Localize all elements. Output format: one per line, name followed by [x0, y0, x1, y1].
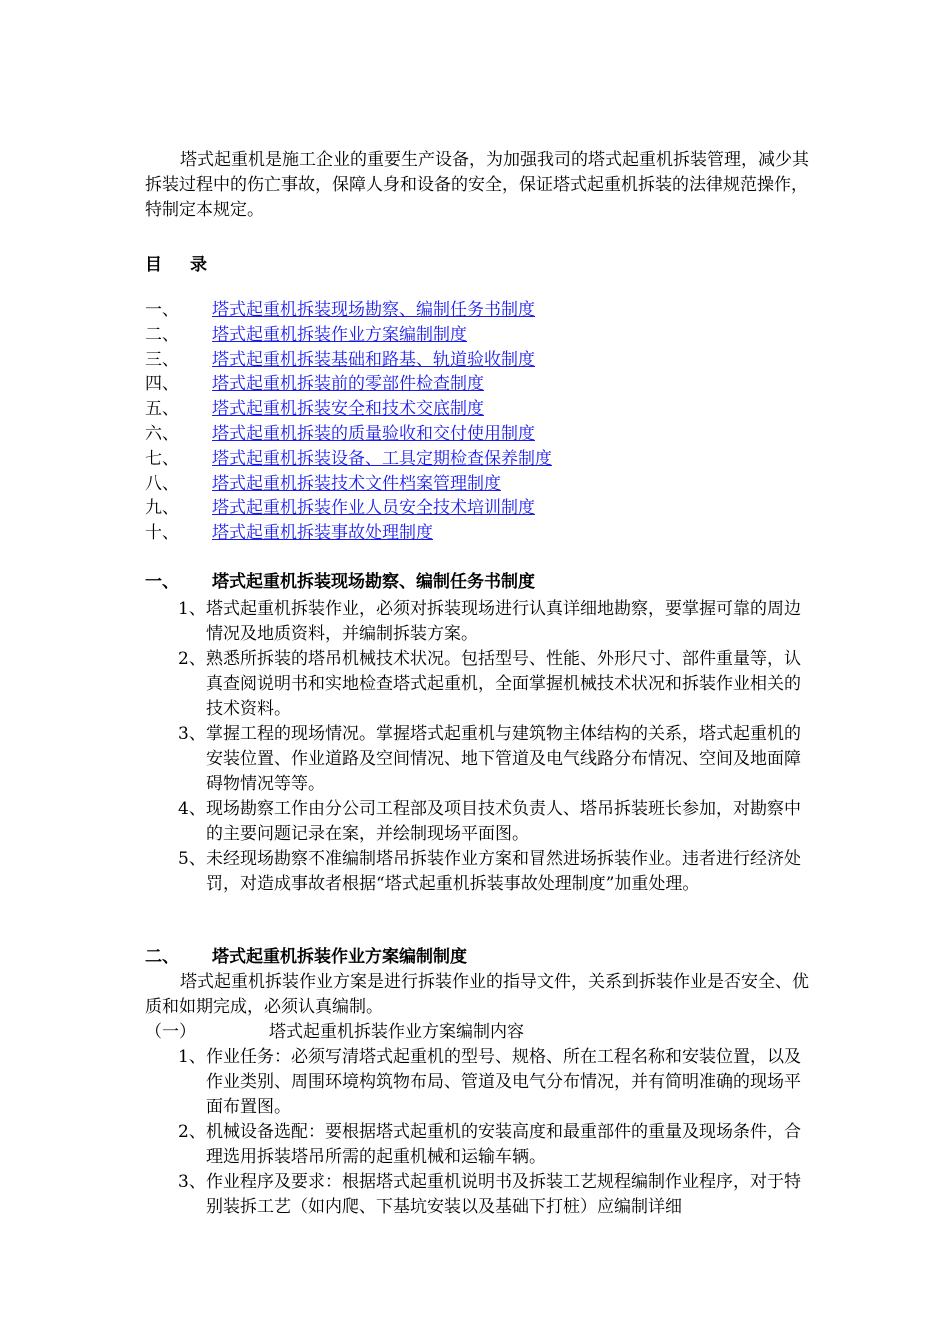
section2-number: 二、 — [145, 947, 179, 967]
section2-intro: 塔式起重机拆装作业方案是进行拆装作业的指导文件，关系到拆装作业是否安全、优质和如期完成，必须认真编制。 — [145, 972, 809, 1017]
toc-item — [145, 348, 552, 373]
list-item-text: 掌握工程的现场情况。掌握塔式起重机与建筑物主体结构的关系，塔式起重机的安装位置、作业道路及空间情况、地下管道及电气线路分布情况、空间及地面障碍物情况等等。 — [206, 724, 801, 794]
toc-item-number: 十、 — [145, 523, 179, 544]
toc-item-link[interactable]: 塔式起重机拆装作业方案编制制度 — [212, 324, 467, 345]
section1-list — [178, 597, 810, 897]
list-item-number: 5、 — [178, 849, 206, 869]
toc-item-number: 五、 — [145, 399, 179, 420]
list-item — [178, 847, 810, 897]
list-item-text: 现场勘察工作由分公司工程部及项目技术负责人、塔吊拆装班长参加，对勘察中的主要问题记录在案，并绘制现场平面图。 — [206, 799, 801, 844]
toc-item — [145, 298, 552, 323]
subsection-title: 塔式起重机拆装作业方案编制内容 — [269, 1022, 524, 1042]
section2-title: 塔式起重机拆装作业方案编制制度 — [212, 947, 467, 967]
toc-item-number: 九、 — [145, 498, 179, 519]
list-item-number: 2、 — [178, 649, 206, 669]
section1-number: 一、 — [145, 572, 179, 592]
list-item-text: 作业任务：必须写清塔式起重机的型号、规格、所在工程名称和安装位置，以及作业类别、周围环境构筑物布局、管道及电气分布情况，并有简明准确的现场平面布置图。 — [206, 1047, 801, 1117]
toc-item-link[interactable]: 塔式起重机拆装基础和路基、轨道验收制度 — [212, 349, 535, 370]
toc-item-link[interactable]: 塔式起重机拆装的质量验收和交付使用制度 — [212, 423, 535, 444]
list-item — [178, 647, 810, 722]
toc-title-char-2: 录 — [190, 255, 207, 275]
toc-item-link[interactable]: 塔式起重机拆装技术文件档案管理制度 — [212, 473, 501, 494]
list-item-number: 1、 — [178, 599, 206, 619]
list-item-text: 塔式起重机拆装作业，必须对拆装现场进行认真详细地勘察，要掌握可靠的周边情况及地质资料，并编制拆装方案。 — [206, 599, 801, 644]
toc-item-number: 八、 — [145, 473, 179, 494]
toc-item-number: 七、 — [145, 448, 179, 469]
list-item — [178, 1120, 810, 1170]
toc-item-number: 六、 — [145, 423, 179, 444]
toc-item — [145, 422, 552, 447]
toc-item-link[interactable]: 塔式起重机拆装现场勘察、编制任务书制度 — [212, 300, 535, 320]
toc-item-link[interactable]: 塔式起重机拆装作业人员安全技术培训制度 — [212, 498, 535, 519]
toc-item-number: 二、 — [145, 324, 179, 345]
intro-paragraph: 塔式起重机是施工企业的重要生产设备，为加强我司的塔式起重机拆装管理，减少其拆装过程中的伤亡事故，保障人身和设备的安全，保证塔式起重机拆装的法律规范操作，特制定本规定。 — [145, 150, 809, 220]
list-item — [178, 1045, 810, 1120]
list-item-number: 3、 — [178, 724, 206, 744]
toc-item — [145, 472, 552, 497]
toc-item-link[interactable]: 塔式起重机拆装安全和技术交底制度 — [212, 399, 484, 420]
subsection-number: （一） — [145, 1022, 196, 1042]
toc-item — [145, 521, 552, 546]
list-item-number: 4、 — [178, 799, 206, 819]
section2-heading — [145, 945, 467, 970]
list-item-number: 1、 — [178, 1047, 206, 1067]
toc-item — [145, 397, 552, 422]
toc-item-link[interactable]: 塔式起重机拆装前的零部件检查制度 — [212, 374, 484, 395]
list-item — [178, 797, 810, 847]
list-item — [178, 1170, 810, 1220]
toc-item — [145, 372, 552, 397]
table-of-contents — [145, 298, 552, 546]
list-item — [178, 722, 810, 797]
list-item-number: 2、 — [178, 1122, 206, 1142]
list-item-text: 未经现场勘察不准编制塔吊拆装作业方案和冒然进场拆装作业。违者进行经济处罚，对造成事故者根据“塔式起重机拆装事故处理制度”加重处理。 — [206, 849, 801, 894]
toc-item-number: 四、 — [145, 374, 179, 395]
toc-item — [145, 496, 552, 521]
list-item-text: 熟悉所拆装的塔吊机械技术状况。包括型号、性能、外形尺寸、部件重量等，认真查阅说明书和实地检查塔式起重机，全面掌握机械技术状况和拆装作业相关的技术资料。 — [206, 649, 801, 719]
toc-item-link[interactable]: 塔式起重机拆装事故处理制度 — [212, 523, 433, 544]
list-item-text: 作业程序及要求：根据塔式起重机说明书及拆装工艺规程编制作业程序，对于特别装拆工艺（如内爬、下基坑安装以及基础下打桩）应编制详细 — [206, 1172, 801, 1217]
toc-item — [145, 323, 552, 348]
toc-title-char-1: 目 — [145, 255, 162, 275]
toc-title — [145, 250, 235, 275]
subsection-heading — [145, 1020, 524, 1045]
list-item — [178, 597, 810, 647]
toc-item-link[interactable]: 塔式起重机拆装设备、工具定期检查保养制度 — [212, 448, 552, 469]
section1-title: 塔式起重机拆装现场勘察、编制任务书制度 — [212, 572, 535, 592]
section1-heading — [145, 570, 535, 595]
toc-item-number: 三、 — [145, 349, 179, 370]
toc-item-number: 一、 — [145, 300, 179, 320]
list-item-text: 机械设备选配：要根据塔式起重机的安装高度和最重部件的重量及现场条件，合理选用拆装塔吊所需的起重机械和运输车辆。 — [206, 1122, 801, 1167]
section2-list — [178, 1045, 810, 1220]
toc-item — [145, 447, 552, 472]
list-item-number: 3、 — [178, 1172, 206, 1192]
